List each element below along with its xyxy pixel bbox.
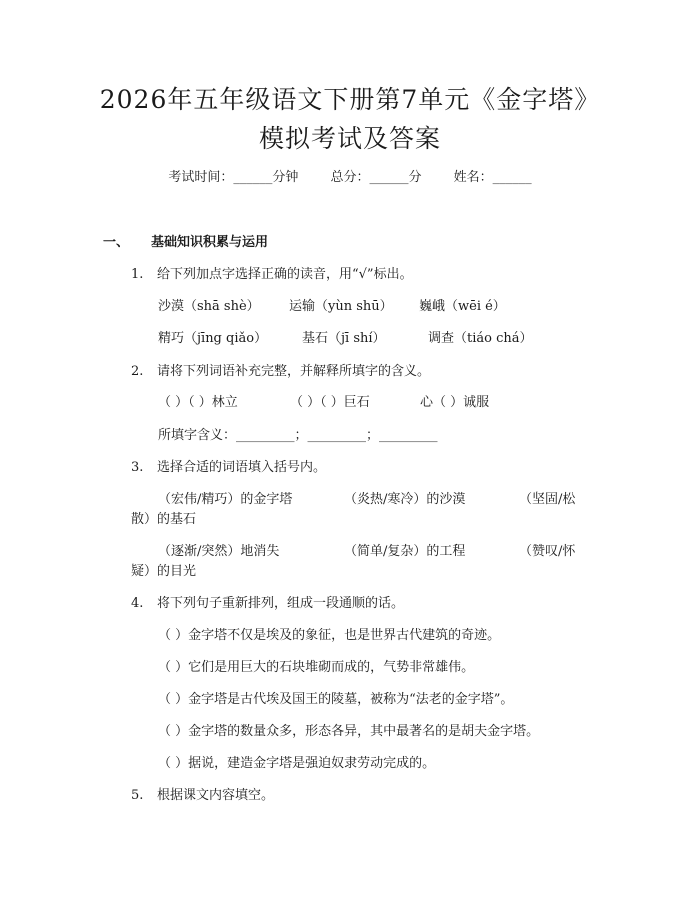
word-choice-item: （逐渐/突然）地消失	[158, 544, 280, 559]
exam-time-field: 考试时间：______分钟	[168, 170, 299, 185]
question-3	[131, 456, 326, 475]
word-choice-item: （赞叹/怀	[519, 544, 576, 559]
question-number: 5.	[131, 788, 144, 803]
question-text: 根据课文内容填空。	[157, 788, 275, 803]
word-fill-item: （ ）（ ）林立	[158, 395, 238, 410]
sentence-order-item: （ ）据说，建造金字塔是强迫奴隶劳动完成的。	[158, 756, 436, 771]
total-score-field: 总分：______分	[330, 170, 422, 185]
question-text: 将下列句子重新排列，组成一段通顺的话。	[157, 596, 405, 611]
exam-meta	[0, 166, 700, 185]
word-choice-continuation: 散）的基石	[131, 512, 197, 527]
document-title-line2: 模拟考试及答案	[258, 124, 441, 153]
question-text: 给下列加点字选择正确的读音，用“√”标出。	[157, 267, 413, 282]
section-title: 基础知识积累与运用	[151, 235, 269, 250]
pinyin-item: 精巧（jīng qiǎo）	[158, 331, 268, 346]
word-choice-item: （炎热/寒冷）的沙漠	[344, 492, 466, 507]
meaning-blanks: 所填字含义：_________；_________；_________	[158, 428, 438, 443]
question-text: 选择合适的词语填入括号内。	[157, 460, 327, 475]
word-fill-item: （ ）（ ）巨石	[290, 395, 370, 410]
sentence-order-item: （ ）它们是用巨大的石块堆砌而成的，气势非常雄伟。	[158, 660, 475, 675]
question-5	[131, 784, 274, 803]
question-number: 1.	[131, 267, 144, 282]
word-choice-continuation: 疑）的目光	[131, 564, 197, 579]
student-name-field: 姓名：______	[453, 170, 532, 185]
word-choice-item: （坚固/松	[519, 492, 576, 507]
word-choice-item: （宏伟/精巧）的金字塔	[158, 492, 293, 507]
question-number: 2.	[131, 364, 144, 379]
pinyin-item: 巍峨（wēi é）	[419, 299, 506, 314]
question-2	[131, 360, 430, 379]
word-choice-item: （简单/复杂）的工程	[344, 544, 466, 559]
sentence-order-item: （ ）金字塔是古代埃及国王的陵墓，被称为“法老的金字塔”。	[158, 692, 514, 707]
pinyin-item: 基石（jī shí）	[302, 331, 386, 346]
word-fill-item: 心（ ）诚服	[420, 395, 490, 410]
pinyin-item: 运输（yùn shū）	[289, 299, 393, 314]
pinyin-item: 调查（tiáo chá）	[428, 331, 533, 346]
sentence-order-item: （ ）金字塔的数量众多，形态各异，其中最著名的是胡夫金字塔。	[158, 724, 540, 739]
question-number: 4.	[131, 596, 144, 611]
section-heading	[103, 231, 268, 250]
question-text: 请将下列词语补充完整，并解释所填字的含义。	[157, 364, 431, 379]
question-4	[131, 592, 404, 611]
document-title-line1: 2026年五年级语文下册第7单元《金字塔》	[99, 85, 601, 114]
section-number: 一、	[103, 235, 130, 250]
pinyin-item: 沙漠（shā shè）	[158, 299, 260, 314]
question-number: 3.	[131, 460, 144, 475]
question-1	[131, 263, 413, 282]
sentence-order-item: （ ）金字塔不仅是埃及的象征，也是世界古代建筑的奇迹。	[158, 628, 501, 643]
